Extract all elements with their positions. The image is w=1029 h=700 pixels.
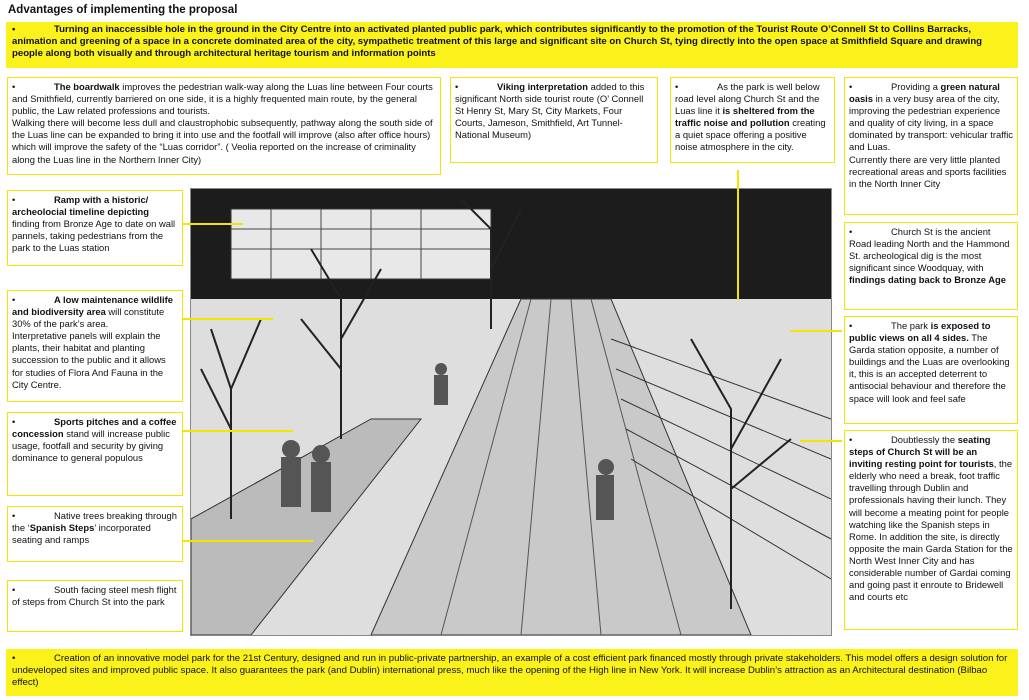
conclusion-band: • Creation of an innovative model park for the 21st Century, designed and run in public-private partnership, an example of a cost efficient park financed mostly through private stakeholders. This model offers a design solution for undeveloped sites and improved public space. It also guarantees the park (and Dublin) international press, much like the opening of the High line in New York. It will increase Dublin’s attraction as an Architectural destination (Bilbao effect) bbox=[6, 649, 1018, 696]
leader-line bbox=[183, 223, 243, 225]
leader-line bbox=[183, 540, 313, 542]
note-church-st: • Church St is the ancient Road leading North and the Hammond St. archeological dig is the most significant since Woodquay, with findings dating back to Bronze Age bbox=[844, 222, 1018, 310]
note-exposed: • The park is exposed to public views on all 4 sides. The Garda station opposite, a number of buildings and the Luas are overlooking it, this is an accepted deterrent to antisocial behaviour and therefore the space will look and feel safe bbox=[844, 316, 1018, 424]
note-seating: • Doubtlessly the seating steps of Church St will be an inviting resting point for tourists, the elderly who need a break, foot traffic travelling through Dublin and professionals having their lunch. They will become a meating point for people watching like the Spanish steps in Rome. In addition the site, is directly opposite the main Garda Station for the North West Inner City and has considerable number of Gardai coming and going past it enroute to Bridewell and courts etc bbox=[844, 430, 1018, 630]
page-title: Advantages of implementing the proposal bbox=[8, 4, 238, 16]
leader-line bbox=[790, 330, 842, 332]
leader-line bbox=[183, 430, 293, 432]
note-road-level: • As the park is well below road level along Church St and the Luas line it is sheltered from the traffic noise and pollution creating a quiet space offering a positive noise atmosphere in the city. bbox=[670, 77, 835, 163]
leader-line bbox=[183, 318, 273, 320]
intro-band: • Turning an inaccessible hole in the ground in the City Centre into an activated planted public park, which contributes significantly to the promotion of the Tourist Route O’Connell St to Collins Barracks, animation and greening of a space in a concrete dominated area of the city, sympathetic treatment of this large and significant site on Church St, tying directly into the open space at Smithfield Square and drawing people along both visually and through architectural heritage tourism and information points bbox=[6, 22, 1018, 68]
park-sketch-svg bbox=[191, 189, 831, 635]
note-steel-steps: • South facing steel mesh flight of steps from Church St into the park bbox=[7, 580, 183, 632]
leader-line bbox=[737, 170, 739, 300]
note-ramp: • Ramp with a historic/ archeolocial timeline depicting finding from Bronze Age to date on wall pannels, taking pedestrians from the park to the Luas station bbox=[7, 190, 183, 266]
note-sports: • Sports pitches and a coffee concession stand will increase public usage, footfall and security by giving dominance to general populous bbox=[7, 412, 183, 496]
note-wildlife: • A low maintenance wildlife and biodiversity area will constitute 30% of the park’s area. Interpretative panels will explain the plants, their habitat and planting succession to the public and it allows for studies of Flora And Fauna in the City Centre. bbox=[7, 290, 183, 402]
note-viking: • Viking interpretation added to this significant North side tourist route (O’ Connell St Henry St, Mary St, City Markets, Four Courts, Jameson, Smithfield, Art Tunnel- National Museum) bbox=[450, 77, 658, 163]
note-native-trees: • Native trees breaking through the ‘Spanish Steps’ incorporated seating and ramps bbox=[7, 506, 183, 562]
note-green-oasis: • Providing a green natural oasis in a very busy area of the city, improving the pedestrian experience and quality of city living, in a space dominated by transport: vehicular traffic and Luas. Currently there are very little planted recreational areas and sports facilities in the North Inner City bbox=[844, 77, 1018, 215]
park-sketch-illustration bbox=[190, 188, 832, 636]
leader-line bbox=[800, 440, 842, 442]
note-boardwalk: • The boardwalk improves the pedestrian walk-way along the Luas line between Four courts and Smithfield, currently barriered on one side, it is a highly frequented main route, by the general public, the Law related professions and tourists. Walking there will become less dull and claustrophobic subsequently, pathway along the south side of the Luas line can be expanded to bring it into use and the footfall will improve (also after office hours) which will improve the safety of the “Luas corridor”. ( Veolia reported on the increase of criminality along the Luas line in the Northern Inner City) bbox=[7, 77, 441, 175]
